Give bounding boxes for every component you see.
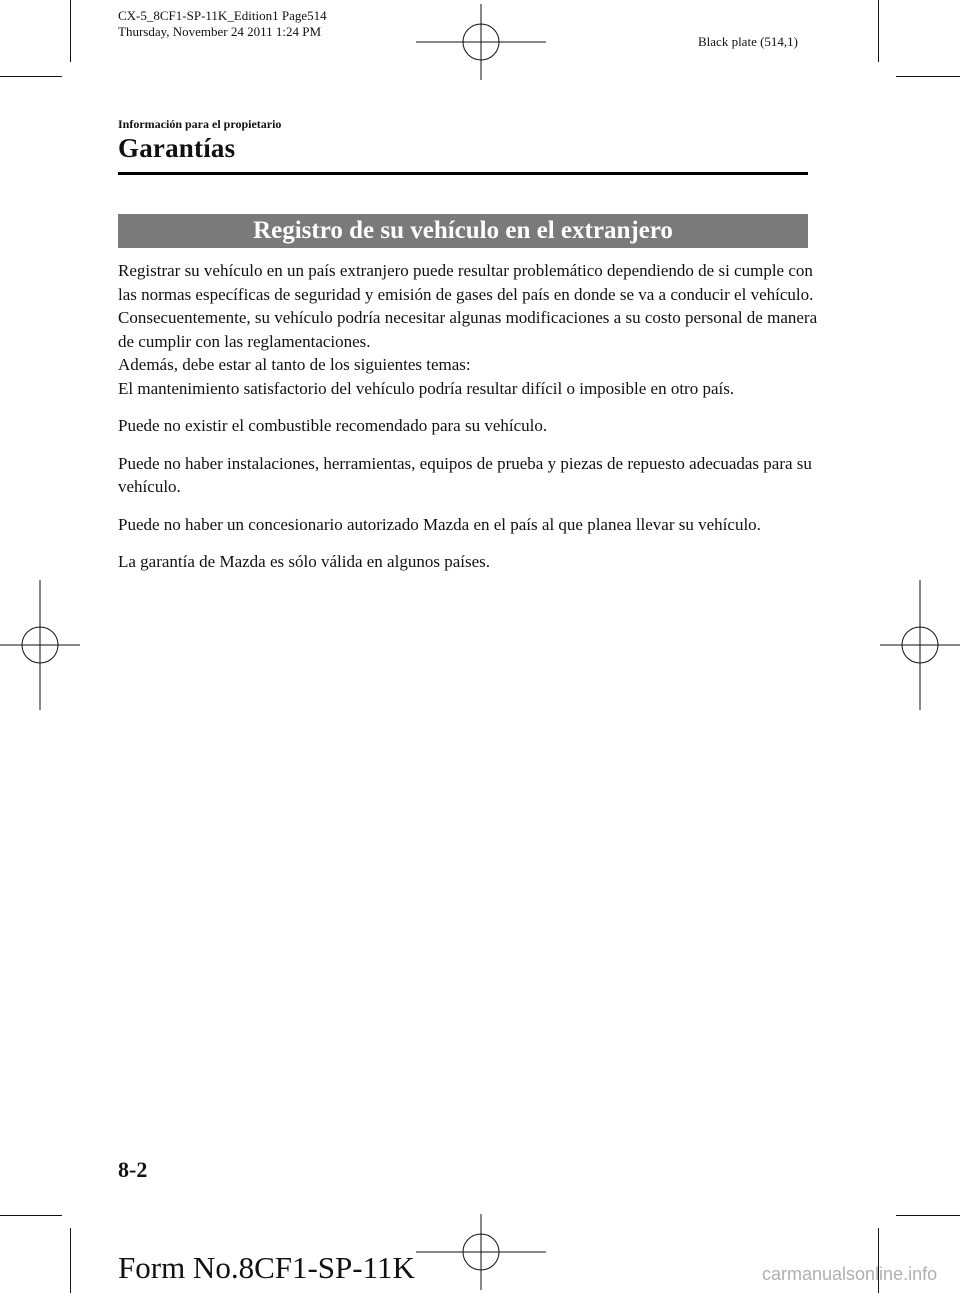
paragraph-6: Puede no haber un concesionario autorizado Mazda en el país al que planea llevar su vehículo. [118,514,761,534]
watermark: carmanualsonline.info [762,1264,938,1284]
crop-mark-bottom-left-v [70,1228,71,1293]
crop-mark-top-left-v [70,0,71,62]
registration-mark-left [0,580,80,710]
crop-mark-top-left-h [0,76,62,77]
section-banner: Registro de su vehículo en el extranjero [118,214,808,248]
registration-mark-right [880,580,960,710]
paragraph-1: Registrar su vehículo en un país extranjero puede resultar problemático dependiendo de si cumple con las normas específicas de seguridad y emisión de gases del país en donde se va a conducir el vehículo. Consecuentemente, su vehículo podría necesitar algunas modificaciones a su costo personal de manera de cumplir con las reglamentaciones. [118,261,818,351]
plate-label: Black plate (514,1) [698,34,798,49]
registration-mark-bottom [416,1214,546,1290]
paragraph-intro [118,259,818,400]
form-number: Form No.8CF1-SP-11K [118,1250,415,1285]
paragraph-4: Puede no existir el combustible recomendado para su vehículo. [118,416,548,435]
crop-mark-bottom-left-h [0,1215,62,1216]
file-line: CX-5_8CF1-SP-11K_Edition1 Page514 [118,8,327,23]
chapter-rule [118,172,808,175]
file-info [118,8,327,40]
paragraph-5: Puede no haber instalaciones, herramientas, equipos de prueba y piezas de repuesto adecuadas para su vehículo. [118,453,812,496]
chapter-title: Garantías [118,133,236,163]
body-text [118,259,818,588]
section-label: Información para el propietario [118,117,282,131]
page-number: 8-2 [118,1157,148,1182]
paragraph-7: La garantía de Mazda es sólo válida en algunos países. [118,552,490,571]
paragraph-3: El mantenimiento satisfactorio del vehículo podría resultar difícil o imposible en otro país. [118,378,735,398]
registration-mark-top [416,4,546,80]
crop-mark-bottom-right-h [896,1215,960,1216]
crop-mark-top-right-h [896,76,960,77]
paragraph-2: Además, debe estar al tanto de los siguientes temas: [118,355,471,374]
crop-mark-top-right-v [878,0,879,62]
date-line: Thursday, November 24 2011 1:24 PM [118,24,322,39]
